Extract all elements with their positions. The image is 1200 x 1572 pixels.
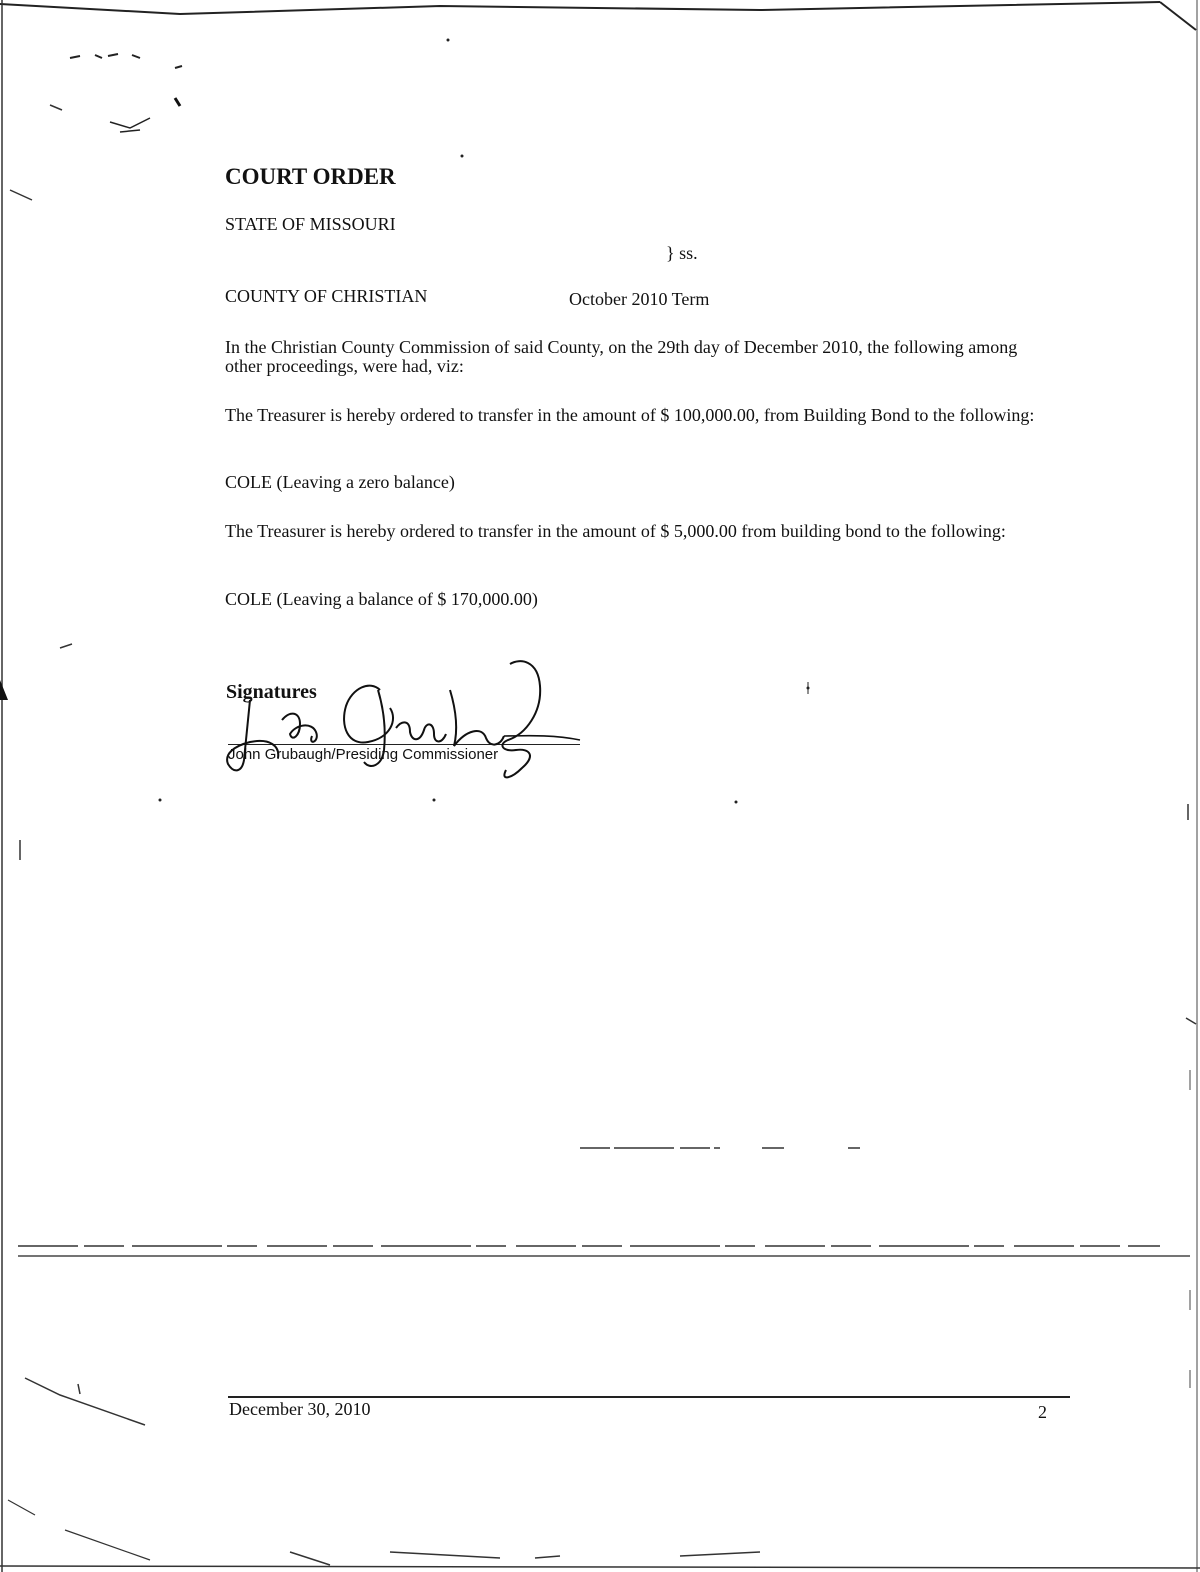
footer-date: December 30, 2010 [229,1399,371,1419]
state-line: STATE OF MISSOURI [225,214,396,234]
handwritten-signature [220,650,600,800]
order-paragraph-2: The Treasurer is hereby ordered to transfer in the amount of $ 5,000.00 from building bond to the following: [225,521,1006,541]
document-title: COURT ORDER [225,164,396,189]
entry-1: COLE (Leaving a zero balance) [225,472,455,492]
ss-marker: } ss. [666,243,698,263]
intro-paragraph: In the Christian County Commission of said County, on the 29th day of December 2010, the following among other proceedings, were had, viz: [225,337,1018,376]
order-paragraph-1: The Treasurer is hereby ordered to transfer in the amount of $ 100,000.00, from Building Bond to the following: [225,405,1035,425]
page-number: 2 [1038,1402,1047,1422]
footer-rule [228,1396,1070,1398]
term-line: October 2010 Term [569,289,710,309]
county-line: COUNTY OF CHRISTIAN [225,286,428,306]
signature-caption: John Grubaugh/Presiding Commissioner [228,746,499,763]
entry-2: COLE (Leaving a balance of $ 170,000.00) [225,589,538,609]
signatures-heading: Signatures [226,681,317,703]
